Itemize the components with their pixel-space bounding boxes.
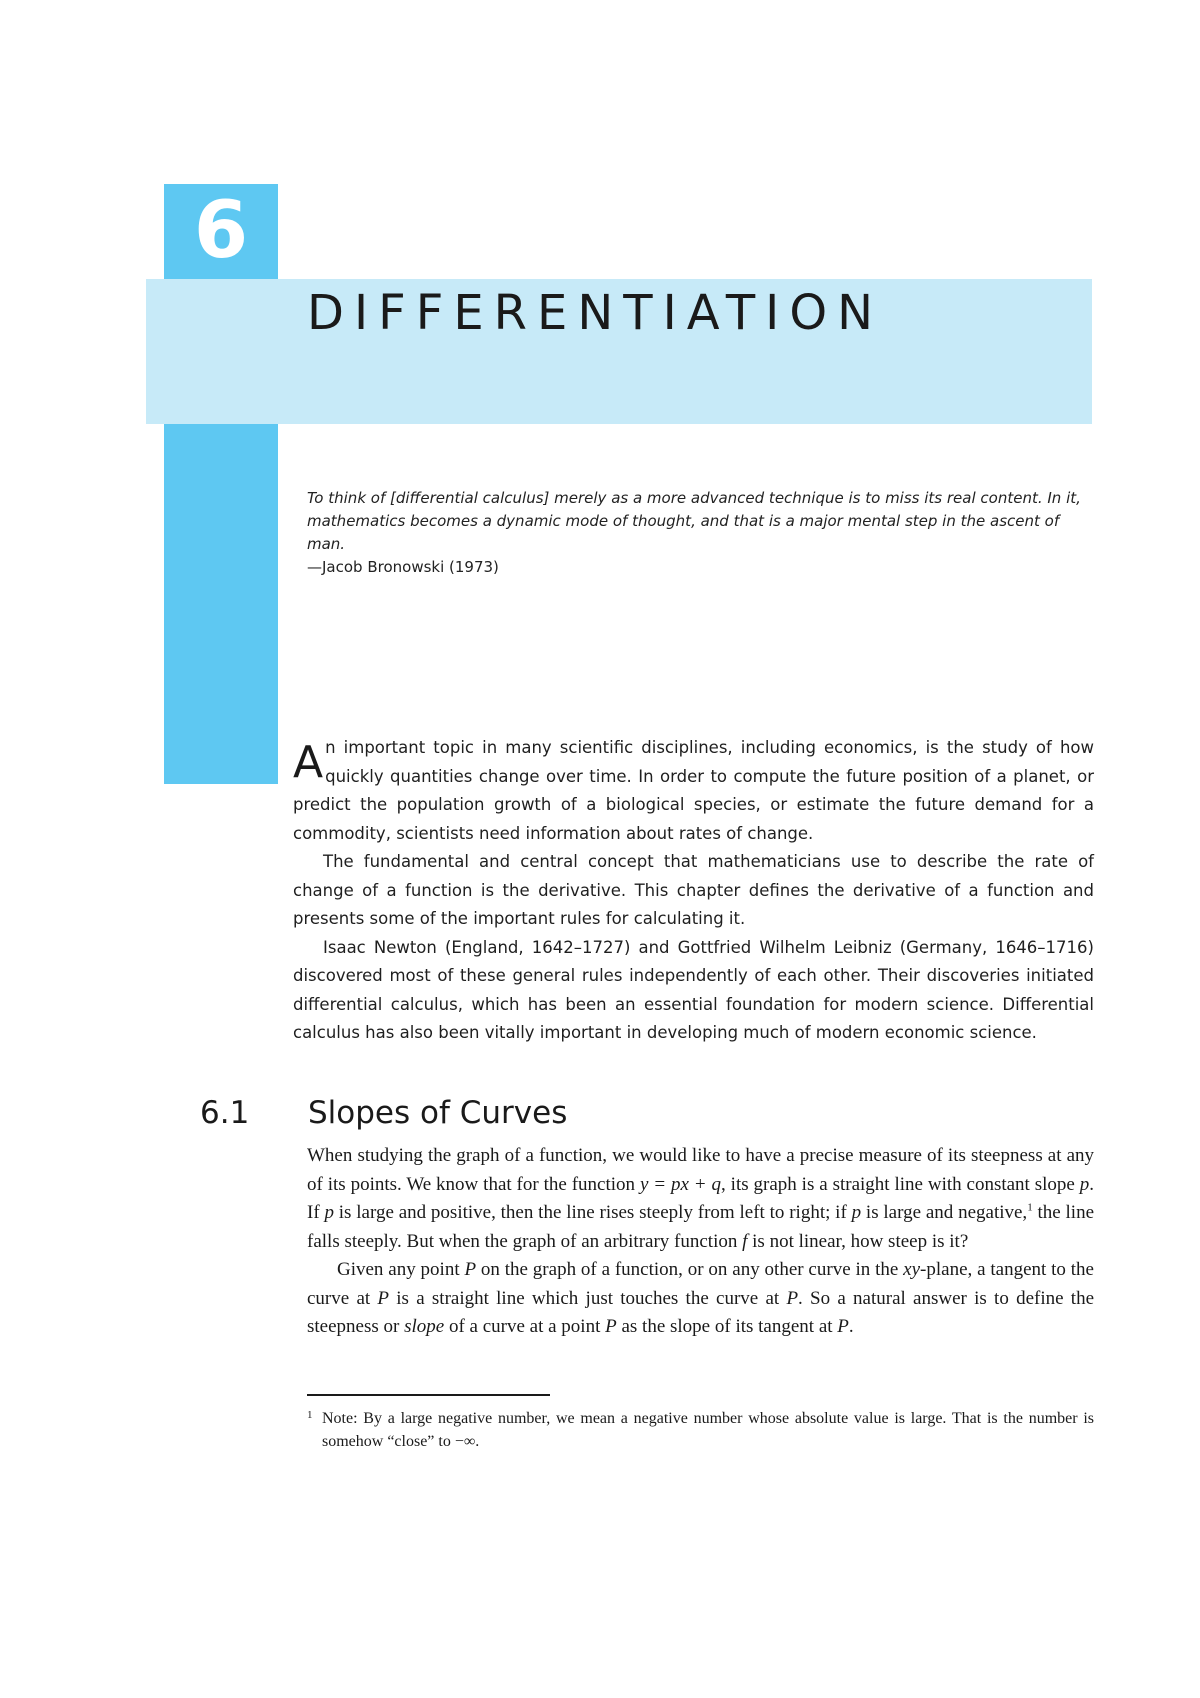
text-run: is a straight line which just touches the curve at (389, 1287, 787, 1309)
chapter-introduction (293, 734, 1094, 1048)
epigraph-quote-line-2: mathematics becomes a dynamic mode of thought, and that is a major mental step in the ascent of man. (307, 512, 1060, 553)
section-paragraph-1 (307, 1142, 1094, 1256)
text-run: Given any point (337, 1259, 465, 1280)
footnote-reference[interactable]: 1 (1027, 1201, 1033, 1214)
text-run: of a curve at a point (444, 1316, 606, 1337)
text-run: . (848, 1316, 854, 1337)
footnote (307, 1407, 1094, 1453)
footnote-text: Note: By a large negative number, we mean a negative number whose absolute value is large. That is the number is somehow “close” to −∞. (322, 1410, 1094, 1450)
intro-paragraph-1 (293, 734, 1094, 848)
math-variable: P (786, 1287, 799, 1309)
text-run: . So a natural answer is to define the steepness or (307, 1287, 1095, 1337)
section-paragraph-2 (307, 1256, 1094, 1342)
text-run: is large and negative, (861, 1202, 1028, 1223)
text-run: -plane, a tangent to the curve at (307, 1259, 1094, 1309)
epigraph-quote-line-1: To think of [differential calculus] merely as a more advanced technique is to miss its real content. In it, (307, 489, 1081, 507)
text-run: is not linear, how steep is it? (747, 1230, 969, 1252)
epigraph (307, 487, 1094, 579)
math-variable: P (377, 1287, 390, 1309)
intro-paragraph-3: Isaac Newton (England, 1642–1727) and Gottfried Wilhelm Leibniz (Germany, 1646–1716) discovered most of these general rules independently of each other. Their discoveries initiated differential calculus, which has been an essential foundation for modern science. Differential calculus has also been vitally important in developing much of modern economic science. (293, 937, 1094, 1042)
chapter-number: 6 (193, 186, 249, 276)
text-run: is large and positive, then the line rises steeply from left to right; if (333, 1202, 852, 1223)
text-run: . If (307, 1173, 1094, 1223)
math-variable: p (851, 1202, 862, 1223)
epigraph-attribution: —Jacob Bronowski (1973) (307, 558, 499, 576)
text-run: on the graph of a function, or on any other curve in the (476, 1259, 904, 1280)
math-variable: P (605, 1316, 617, 1337)
math-variable: P (464, 1259, 477, 1280)
math-variable: P (837, 1316, 849, 1337)
section-title: Slopes of Curves (308, 1095, 568, 1131)
chapter-title: DIFFERENTIATION (307, 285, 883, 341)
text-run: as the slope of its tangent at (616, 1316, 838, 1337)
drop-cap: A (293, 737, 324, 788)
math-variable: f (742, 1230, 748, 1252)
text-run: When studying the graph of a function, we would like to have a precise measure of its steepness at any of its points. We know that for the function (307, 1145, 1094, 1195)
footnote-mark: 1 (307, 1409, 313, 1421)
math-variable: xy (903, 1259, 921, 1280)
section-number: 6.1 (200, 1095, 250, 1131)
text-run: , its graph is a straight line with constant slope (721, 1173, 1080, 1195)
emphasis-slope: slope (404, 1316, 445, 1337)
intro-paragraph-1-text: n important topic in many scientific disciplines, including economics, is the study of how quickly quantities change over time. In order to compute the future position of a planet, or predict the population growth of a biological species, or estimate the future demand for a commodity, scientists need information about rates of change. (293, 738, 1094, 843)
intro-paragraph-2: The fundamental and central concept that mathematicians use to describe the rate of change of a function is the derivative. This chapter defines the derivative of a function and presents some of the important rules for calculating it. (293, 852, 1094, 928)
section-heading (200, 1093, 567, 1133)
math-equation: y = px + q (639, 1173, 722, 1195)
section-body (307, 1142, 1094, 1342)
text-run: the line falls steeply. But when the graph of an arbitrary function (307, 1202, 1095, 1252)
math-variable: p (324, 1202, 334, 1223)
footnote-divider (307, 1394, 550, 1396)
math-variable: p (1079, 1173, 1090, 1195)
